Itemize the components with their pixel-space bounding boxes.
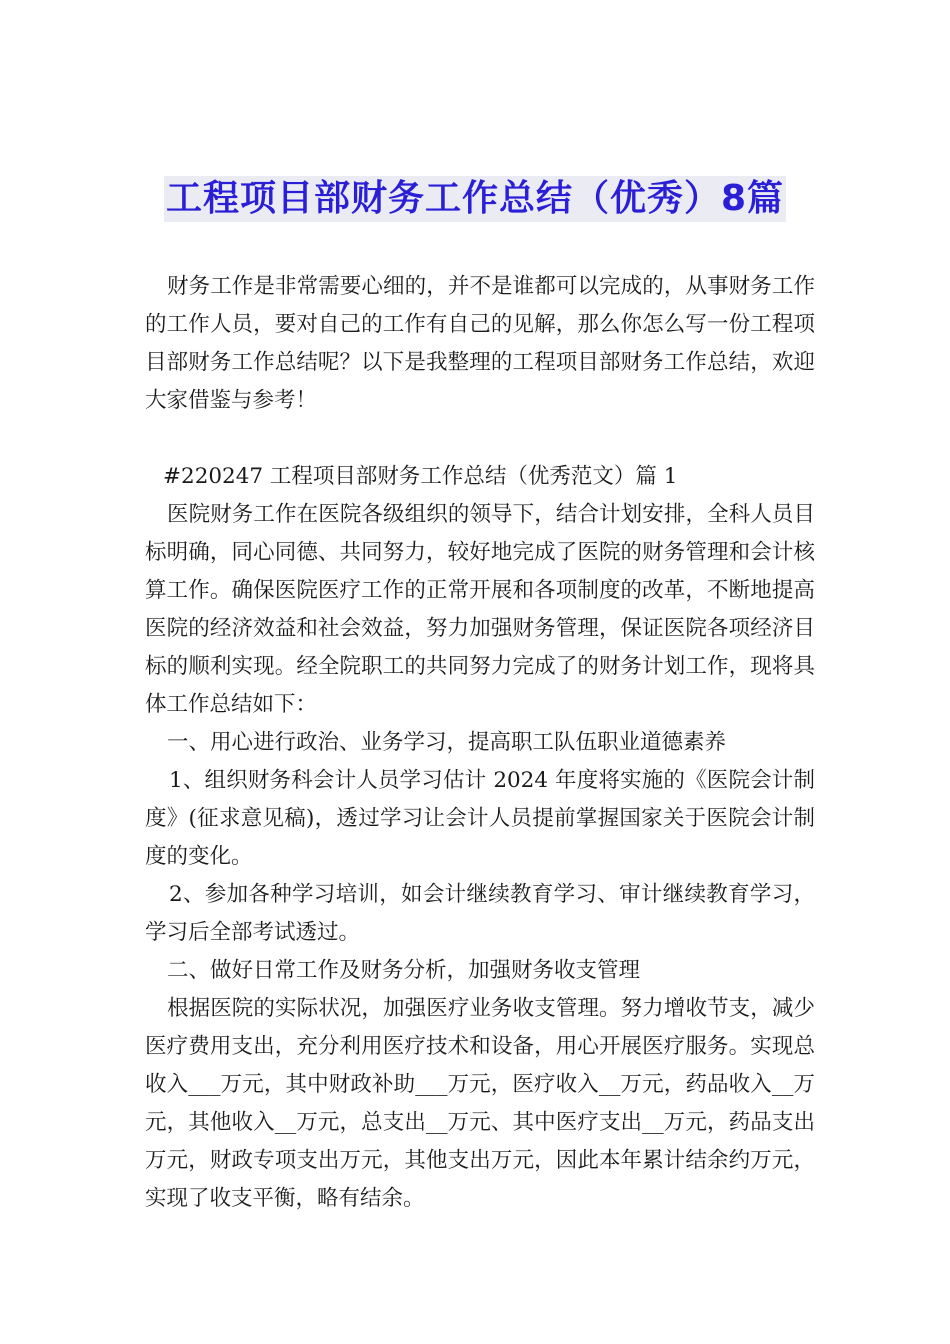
subheading-1: 一、用心进行政治、业务学习，提高职工队伍职业道德素养 xyxy=(167,730,727,755)
document-title: 工程项目部财务工作总结（优秀）8篇 xyxy=(164,176,786,222)
document-body xyxy=(145,268,815,1218)
body-paragraph-2: 根据医院的实际状况，加强医疗业务收支管理。努力增收节支，减少医疗费用支出，充分利用医疗技术和设备，用心开展医疗服务。实现总收入___万元，其中财政补助___万元，医疗收入__万元，药品收入__万元，其他收入__万元，总支出__万元、其中医疗支出__万元，药品支出万元，财政专项支出万元，其他支出万元，因此本年累计结余约万元，实现了收支平衡，略有结余。 xyxy=(145,996,815,1211)
list-item-1: 1、组织财务科会计人员学习估计 2024 年度将实施的《医院会计制度》(征求意见稿)，透过学习让会计人员提前掌握国家关于医院会计制度的变化。 xyxy=(145,768,815,869)
title-wrap xyxy=(0,176,950,222)
list-item-2: 2、参加各种学习培训，如会计继续教育学习、审计继续教育学习，学习后全部考试透过。 xyxy=(145,882,815,945)
intro-paragraph: 财务工作是非常需要心细的，并不是谁都可以完成的，从事财务工作的工作人员，要对自己的工作有自己的见解，那么你怎么写一份工程项目部财务工作总结呢？以下是我整理的工程项目部财务工作总结，欢迎大家借鉴与参考！ xyxy=(145,274,815,413)
spacer xyxy=(145,420,815,458)
section-heading: #220247 工程项目部财务工作总结（优秀范文）篇 1 xyxy=(163,464,678,489)
subheading-2: 二、做好日常工作及财务分析，加强财务收支管理 xyxy=(167,958,641,983)
body-paragraph-1: 医院财务工作在医院各级组织的领导下，结合计划安排，全科人员目标明确，同心同德、共同努力，较好地完成了医院的财务管理和会计核算工作。确保医院医疗工作的正常开展和各项制度的改革，不断地提高医院的经济效益和社会效益，努力加强财务管理，保证医院各项经济目标的顺利实现。经全院职工的共同努力完成了的财务计划工作，现将具体工作总结如下： xyxy=(145,502,815,717)
